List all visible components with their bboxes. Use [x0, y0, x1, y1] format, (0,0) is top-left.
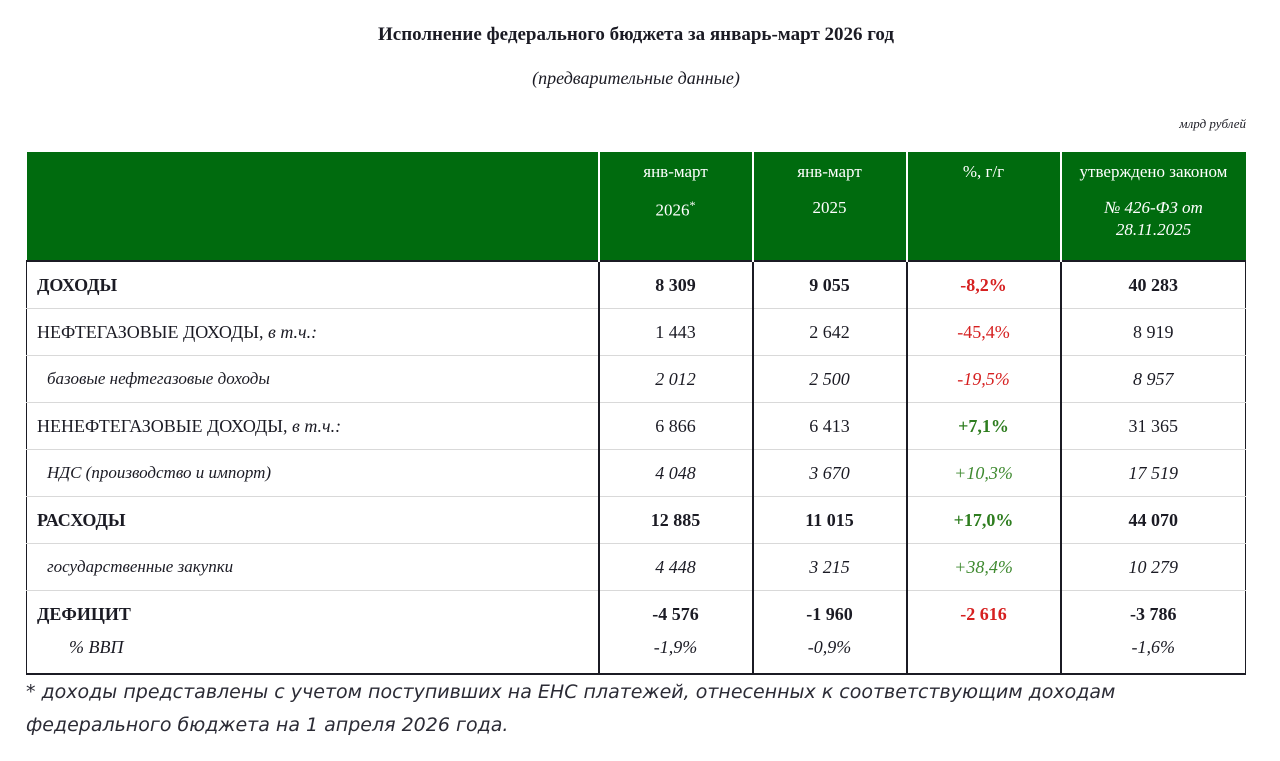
header-c4-line3: 28.11.2025 — [1115, 220, 1192, 239]
cell-law: 31 365 — [1061, 403, 1246, 450]
cell-pct: -2 616 — [907, 591, 1061, 638]
footnote-mark: * — [689, 198, 696, 212]
row-label: государственные закупки — [27, 544, 599, 591]
cell-2025: 9 055 — [753, 261, 907, 309]
row-label: РАСХОДЫ — [27, 497, 599, 544]
row-vat — [27, 450, 1246, 497]
row-public-procurement — [27, 544, 1246, 591]
cell-2026: 12 885 — [599, 497, 753, 544]
row-deficit-gdp — [27, 637, 1246, 674]
cell-2025: 2 500 — [753, 356, 907, 403]
page-subtitle: (предварительные данные) — [532, 68, 740, 88]
cell-2025: 2 642 — [753, 309, 907, 356]
header-jan-mar-2025 — [753, 152, 907, 261]
header-c2-line2: 2025 — [812, 198, 847, 217]
cell-pct: +10,3% — [907, 450, 1061, 497]
header-yoy-percent — [907, 152, 1061, 261]
row-revenues — [27, 261, 1246, 309]
row-label: НЕНЕФТЕГАЗОВЫЕ ДОХОДЫ, в т.ч.: — [27, 403, 599, 450]
row-label: НДС (производство и импорт) — [27, 450, 599, 497]
budget-table — [26, 152, 1246, 675]
cell-pct: +17,0% — [907, 497, 1061, 544]
cell-2025: 3 215 — [753, 544, 907, 591]
header-approved-by-law — [1061, 152, 1246, 261]
unit-label: млрд рублей — [1179, 116, 1246, 131]
row-label: ДЕФИЦИТ — [27, 591, 599, 638]
cell-2025: -0,9% — [753, 637, 907, 674]
header-jan-mar-2026 — [599, 152, 753, 261]
cell-2026: 2 012 — [599, 356, 753, 403]
cell-2026: -1,9% — [599, 637, 753, 674]
cell-law: 17 519 — [1061, 450, 1246, 497]
header-c2-line1: янв-март — [797, 162, 862, 181]
page-title: Исполнение федерального бюджета за январь-март 2026 год — [377, 24, 894, 45]
row-non-oil-gas-revenues — [27, 403, 1246, 450]
header-c1-line2: 2026 — [655, 200, 690, 220]
cell-pct: +38,4% — [907, 544, 1061, 591]
header-indicator — [27, 152, 599, 261]
row-label: базовые нефтегазовые доходы — [27, 356, 599, 403]
cell-pct: -8,2% — [907, 261, 1061, 309]
row-base-oil-gas-revenues — [27, 356, 1246, 403]
cell-2026: -4 576 — [599, 591, 753, 638]
header-c1-line1: янв-март — [643, 162, 708, 181]
cell-2025: 11 015 — [753, 497, 907, 544]
header-c4-line1: утверждено законом — [1079, 162, 1228, 181]
row-label: ДОХОДЫ — [27, 261, 599, 309]
cell-2026: 6 866 — [599, 403, 753, 450]
row-label: % ВВП — [27, 637, 599, 674]
row-deficit — [27, 591, 1246, 638]
cell-pct — [907, 637, 1061, 674]
cell-law: 40 283 — [1061, 261, 1246, 309]
cell-law: 8 957 — [1061, 356, 1246, 403]
row-oil-gas-revenues — [27, 309, 1246, 356]
cell-2026: 4 448 — [599, 544, 753, 591]
cell-2025: -1 960 — [753, 591, 907, 638]
cell-2026: 1 443 — [599, 309, 753, 356]
cell-pct: +7,1% — [907, 403, 1061, 450]
row-label: НЕФТЕГАЗОВЫЕ ДОХОДЫ, в т.ч.: — [27, 309, 599, 356]
header-row — [27, 152, 1246, 261]
cell-pct: -19,5% — [907, 356, 1061, 403]
cell-law: -1,6% — [1061, 637, 1246, 674]
cell-2025: 6 413 — [753, 403, 907, 450]
cell-law: 10 279 — [1061, 544, 1246, 591]
header-c4-line2: № 426-ФЗ от — [1104, 198, 1203, 217]
cell-pct: -45,4% — [907, 309, 1061, 356]
cell-2026: 8 309 — [599, 261, 753, 309]
footnote: * доходы представлены с учетом поступивших на ЕНС платежей, отнесенных к соответствующим доходам федерального бюджета на 1 апреля 2026 года. — [26, 681, 1116, 736]
cell-2026: 4 048 — [599, 450, 753, 497]
cell-2025: 3 670 — [753, 450, 907, 497]
header-c3: %, г/г — [962, 162, 1005, 181]
cell-law: 44 070 — [1061, 497, 1246, 544]
cell-law: -3 786 — [1061, 591, 1246, 638]
cell-law: 8 919 — [1061, 309, 1246, 356]
row-expenditures — [27, 497, 1246, 544]
